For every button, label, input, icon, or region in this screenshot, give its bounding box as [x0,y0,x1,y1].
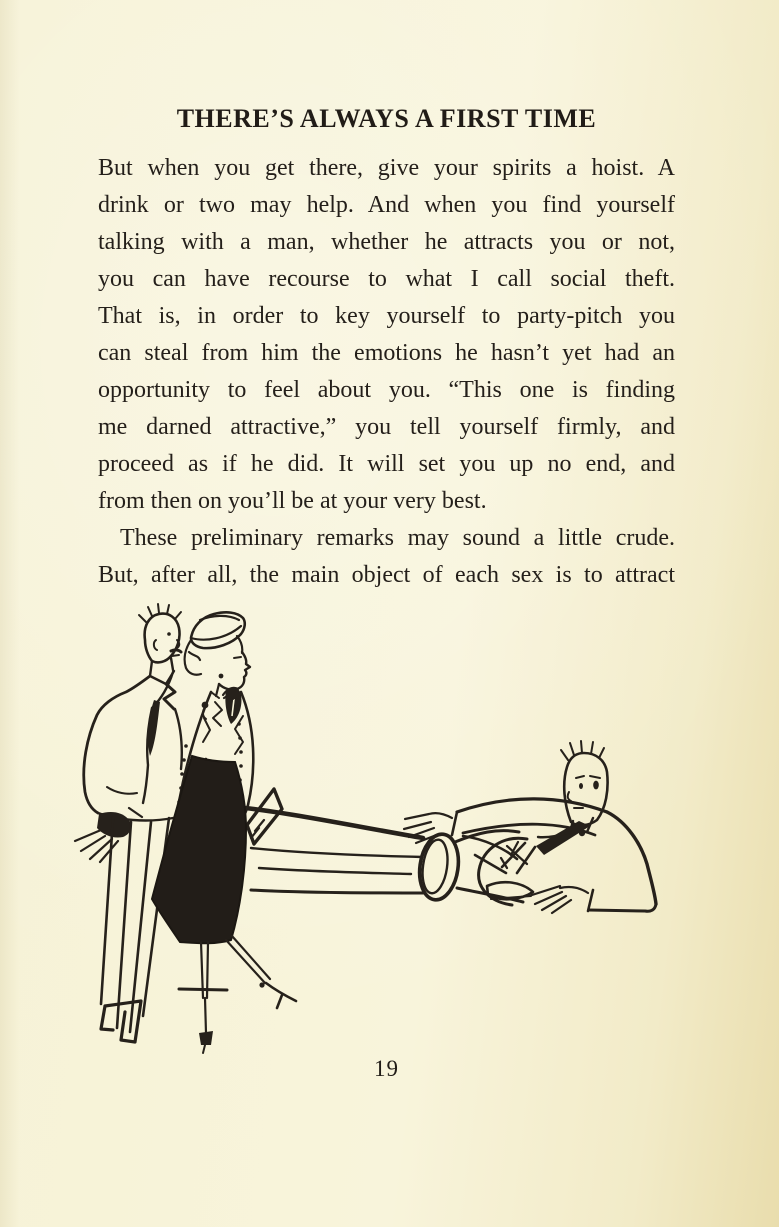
body-line: But when you get there, give your spirits a hoist. A [98,155,675,181]
body-line: talking with a man, whether he attracts you or not, [98,229,675,255]
woman-figure [152,612,296,1053]
body-line: can steal from him the emotions he hasn’t yet had an [98,340,675,366]
body-line: opportunity to feel about you. “This one is finding [98,377,675,403]
body-line-paragraph-end: from then on you’ll be at your very best. [98,488,487,514]
body-text [98,150,675,594]
reclining-man-figure [245,741,656,913]
standing-man-figure [75,604,182,1042]
page-number: 19 [374,1056,399,1081]
body-line: proceed as if he did. It will set you up no end, and [98,451,675,477]
body-line: me darned attractive,” you tell yourself firmly, and [98,414,675,440]
body-line: you can have recourse to what I call social theft. [98,266,675,292]
page-title: THERE’S ALWAYS A FIRST TIME [176,104,597,133]
illustration-cartoon-drawing [55,596,715,1070]
body-line: But, after all, the main object of each sex is to attract [98,562,675,588]
body-line: drink or two may help. And when you find yourself [98,192,675,218]
body-line-paragraph-start: These preliminary remarks may sound a little crude. [120,525,675,551]
body-line: That is, in order to key yourself to party-pitch you [98,303,675,329]
